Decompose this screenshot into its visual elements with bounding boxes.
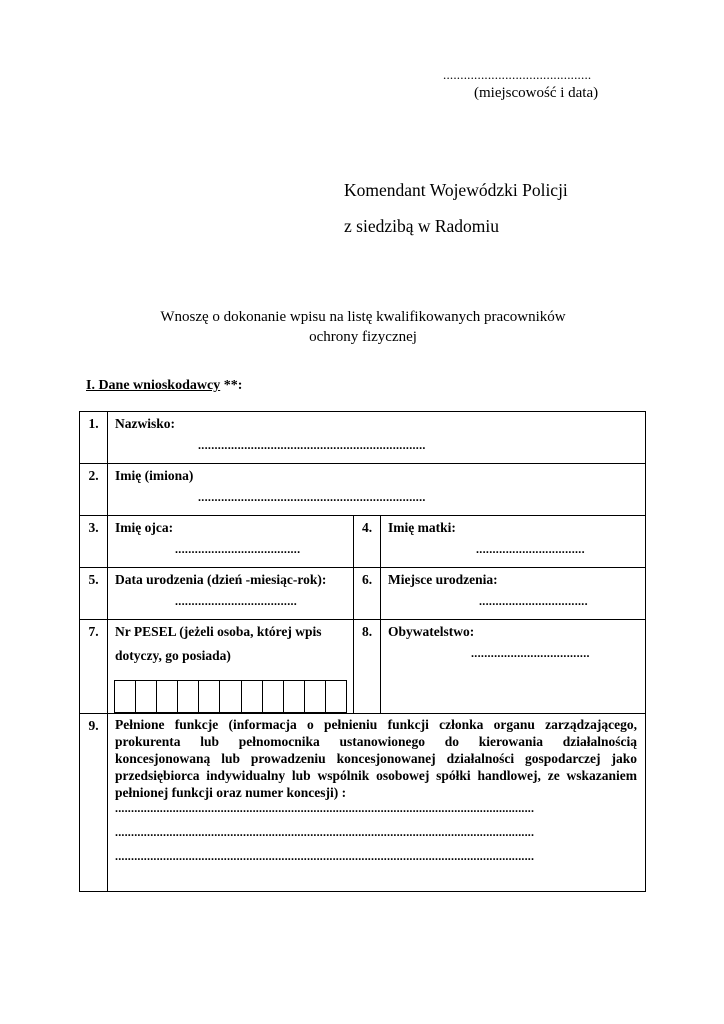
addressee-line1: Komendant Wojewódzki Policji — [344, 180, 568, 200]
pesel-digit-box[interactable] — [157, 681, 178, 712]
row-number: 1. — [80, 412, 108, 464]
row-number: 9. — [80, 714, 108, 892]
field-label: Imię (imiona) — [115, 468, 194, 483]
fill-dots: ...................................... — [175, 542, 301, 556]
pesel-input-boxes[interactable] — [114, 680, 347, 713]
pesel-digit-box[interactable] — [284, 681, 305, 712]
fill-dots: ................................. — [479, 594, 588, 608]
pesel-digit-box[interactable] — [136, 681, 157, 712]
field-birth-date[interactable] — [108, 568, 354, 620]
table-row — [80, 568, 646, 620]
field-label: Imię ojca: — [115, 520, 174, 535]
section-heading — [86, 378, 242, 394]
pesel-digit-box[interactable] — [115, 681, 136, 712]
pesel-digit-box[interactable] — [263, 681, 284, 712]
pesel-digit-box[interactable] — [242, 681, 263, 712]
field-label-line2: dotyczy, go posiada) — [115, 648, 231, 663]
field-label: Pełnione funkcje (informacja o pełnieniu funkcji członka organu zarządzającego, prokurenta lub pełnomocnika ustanowionego do kierowania działalnością koncesjonowaną lub prowadzeniu koncesjonowanej działalności gospodarczej jako przedsiębiorca indywidualny lub wspólnik osobowej spółki handlowej, ze wskazaniem pełnionej funkcji oraz numer koncesji) : — [115, 717, 637, 800]
table-row — [80, 620, 646, 714]
pesel-digit-box[interactable] — [305, 681, 326, 712]
field-label: Data urodzenia (dzień -miesiąc-rok): — [115, 572, 327, 587]
table-row — [80, 714, 646, 892]
row-number: 5. — [80, 568, 108, 620]
fill-dots: ..................................................................... — [198, 438, 426, 452]
field-birth-place[interactable] — [381, 568, 646, 620]
request-line1: Wnoszę o dokonanie wpisu na listę kwalifikowanych pracowników — [160, 309, 566, 325]
field-mother-name[interactable] — [381, 516, 646, 568]
place-date-dots: ........................................... — [443, 67, 592, 82]
field-citizenship[interactable] — [381, 620, 646, 714]
field-father-name[interactable] — [108, 516, 354, 568]
pesel-digit-box[interactable] — [326, 681, 347, 712]
row-number: 3. — [80, 516, 108, 568]
fill-dots: ................................................................................................................................... — [115, 801, 535, 815]
fill-dots: ................................. — [476, 542, 585, 556]
section-title: I. Dane wnioskodawcy — [86, 378, 221, 393]
fill-dots: ................................................................................................................................... — [115, 825, 535, 839]
pesel-digit-box[interactable] — [220, 681, 241, 712]
fill-dots: ..................................... — [175, 594, 298, 608]
request-text — [80, 307, 646, 347]
table-row — [80, 412, 646, 464]
row-number: 4. — [354, 516, 381, 568]
field-functions[interactable] — [108, 714, 646, 892]
addressee-line2: z siedzibą w Radomiu — [344, 216, 500, 236]
section-suffix: **: — [220, 378, 243, 393]
row-number: 7. — [80, 620, 108, 714]
field-label: Nazwisko: — [115, 416, 175, 431]
table-row — [80, 464, 646, 516]
applicant-data-table — [79, 411, 646, 892]
place-date-label: (miejscowość i data) — [474, 85, 599, 101]
field-label: Imię matki: — [388, 520, 456, 535]
field-label: Obywatelstwo: — [388, 624, 475, 639]
row-number: 6. — [354, 568, 381, 620]
row-number: 2. — [80, 464, 108, 516]
field-pesel — [108, 620, 354, 714]
table-row — [80, 516, 646, 568]
field-first-names[interactable] — [108, 464, 646, 516]
fill-dots: .................................... — [471, 646, 590, 660]
fill-dots: ................................................................................................................................... — [115, 849, 535, 863]
field-surname[interactable] — [108, 412, 646, 464]
field-label: Miejsce urodzenia: — [388, 572, 498, 587]
field-label-line1: Nr PESEL (jeżeli osoba, której wpis — [115, 624, 322, 639]
pesel-digit-box[interactable] — [178, 681, 199, 712]
request-line2: ochrony fizycznej — [309, 329, 417, 345]
fill-dots: ..................................................................... — [198, 490, 426, 504]
row-number: 8. — [354, 620, 381, 714]
pesel-digit-box[interactable] — [199, 681, 220, 712]
